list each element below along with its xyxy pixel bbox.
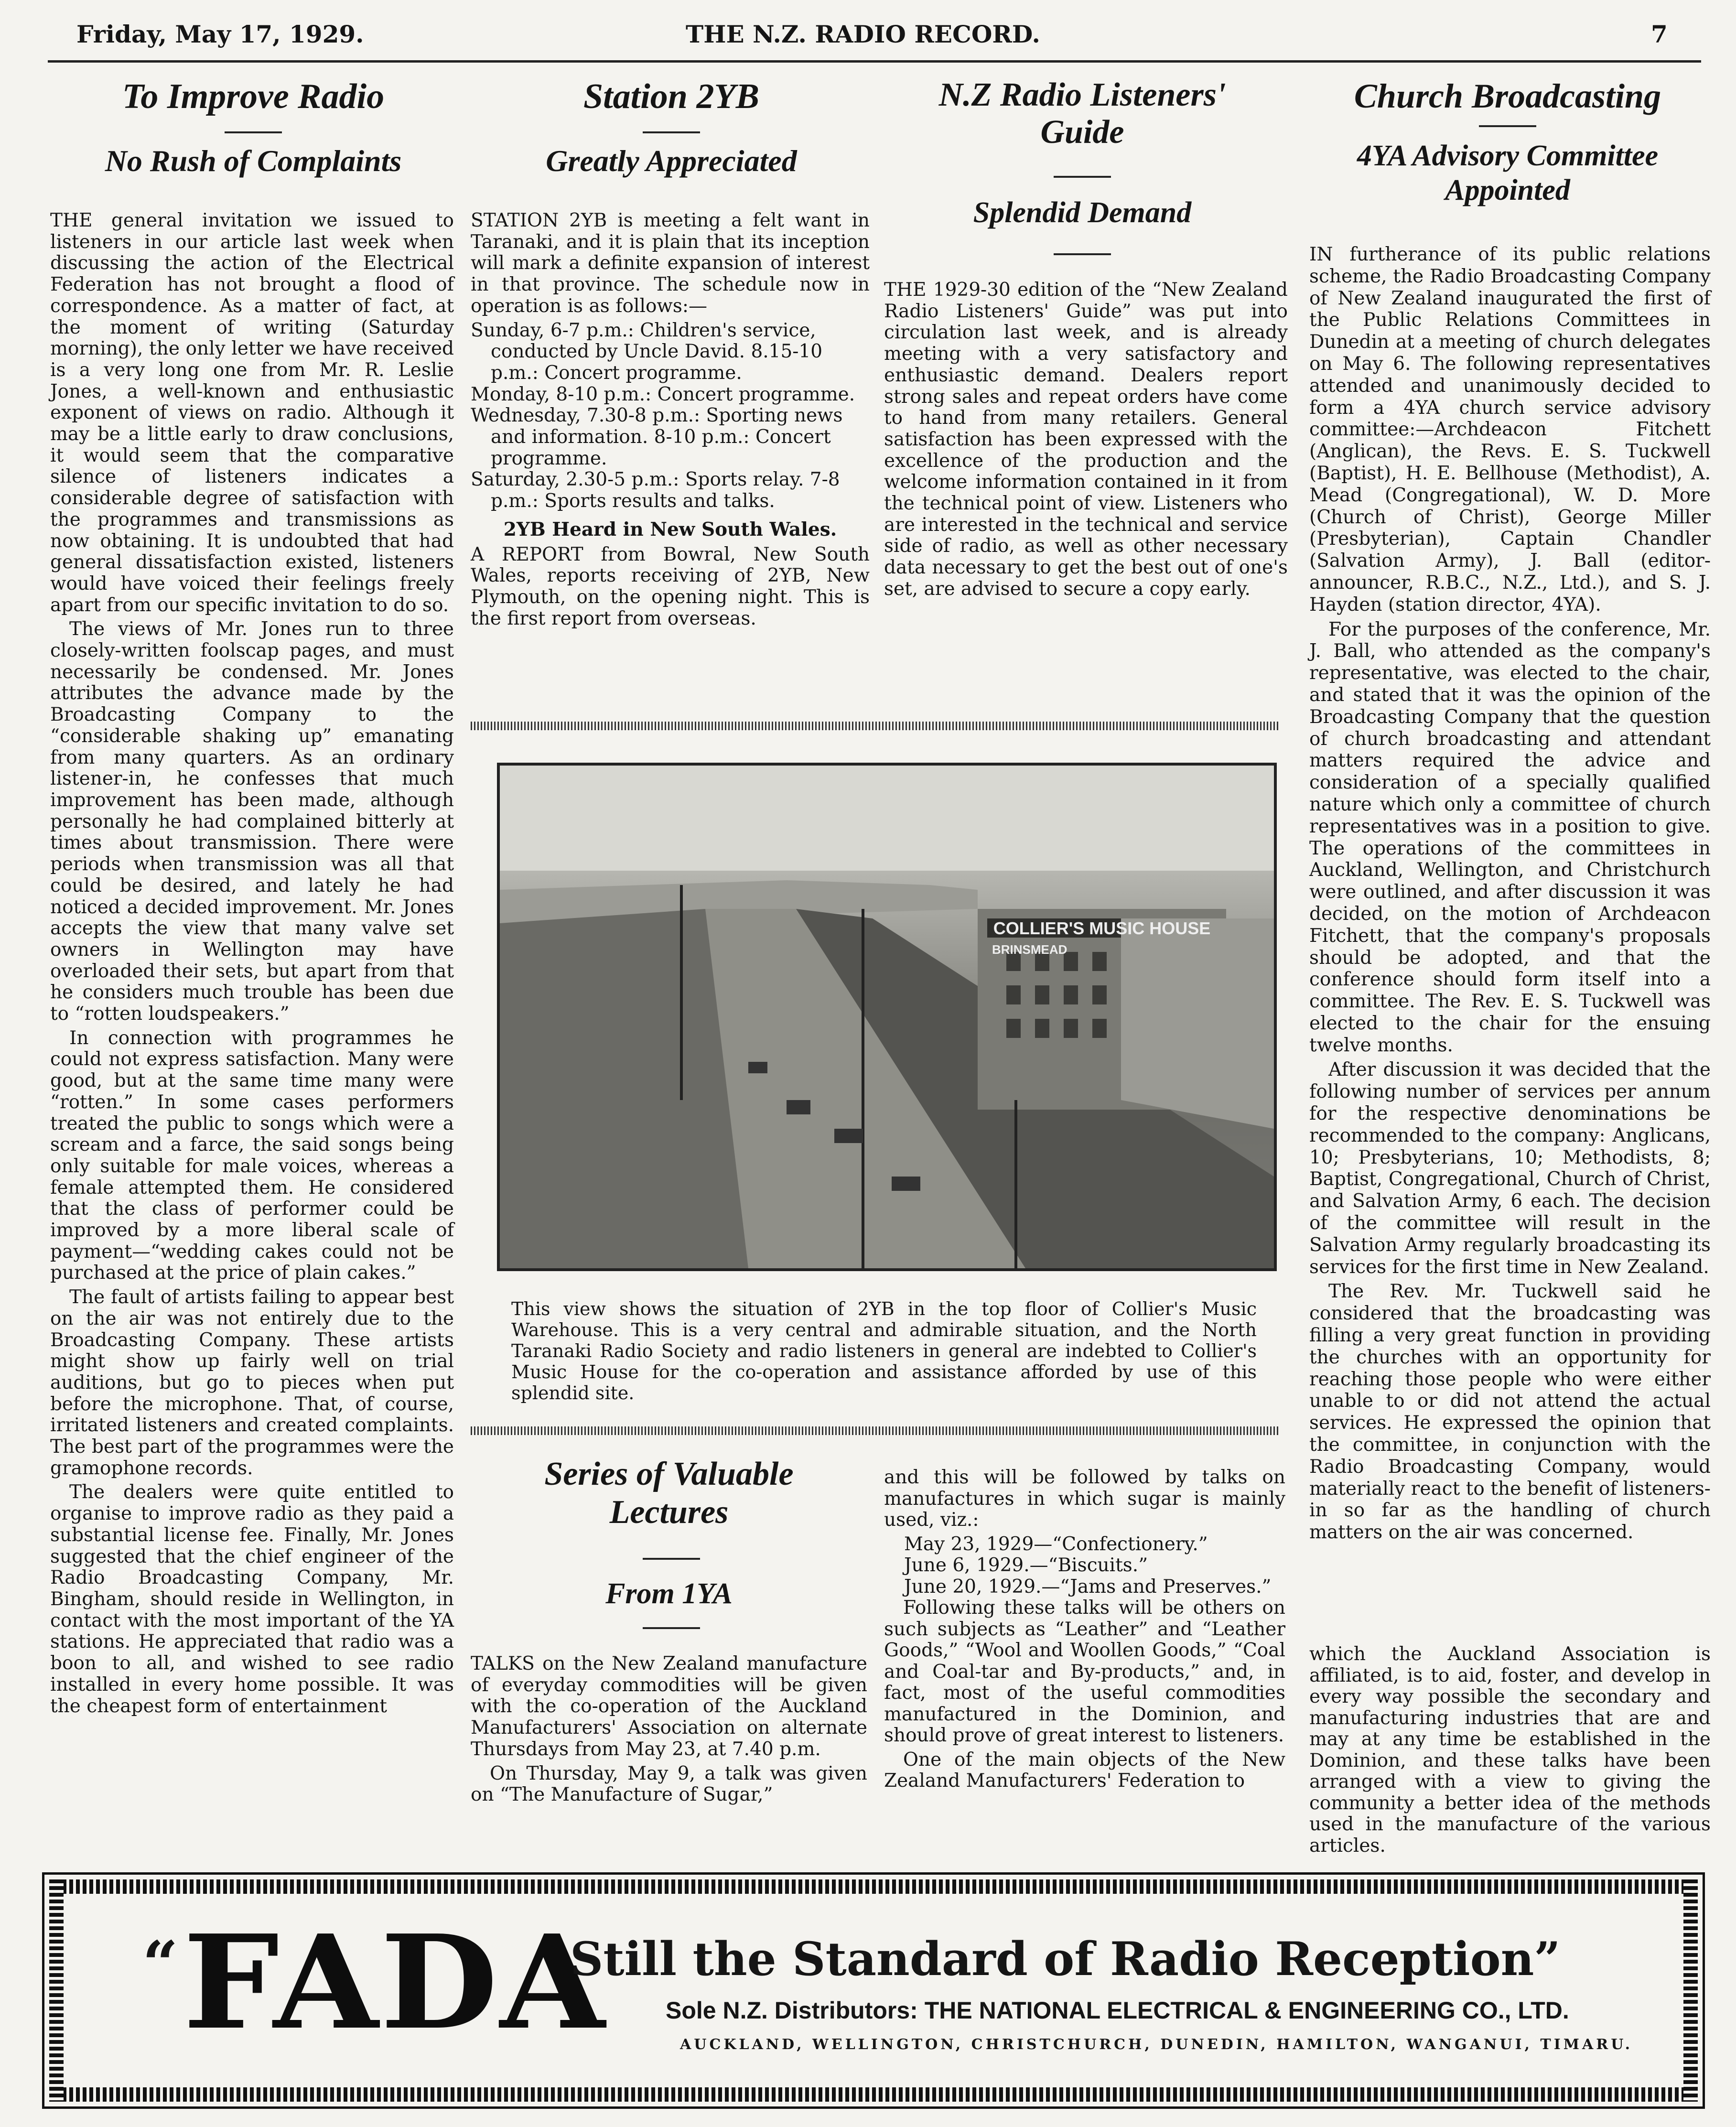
col3-headline xyxy=(879,76,1285,151)
col1-paragraph: THE general invitation we issued to listeners in our article last week when discussing the action of the Electrical Federation has not brought a flood of correspondence. As a matter of fact, at the moment of writing (Saturday morning), the only letter we have received is a very long one from Mr. R. Leslie Jones, a well-known and enthusiastic exponent of views on radio. Although it may be a little early to draw conclusions, it would seem that the comparative silence of listeners indicates a considerable degree of satisfaction with the programmes and transmissions as now obtaining. It is undoubted that had general dissatisfaction existed, listeners would have voiced their feelings freely apart from our specific invitation to do so. xyxy=(50,210,454,616)
col2-nsw-head: 2YB Heard in New South Wales. xyxy=(503,518,837,540)
lectures-text-c: and this will be followed by talks on manufactures in which sugar is mainly used, viz.: xyxy=(884,1467,1285,1531)
col3-rule xyxy=(1054,176,1111,178)
photo-illustration xyxy=(500,766,1274,1268)
lectures-list-item: June 6, 1929.—“Biscuits.” xyxy=(904,1555,1148,1576)
col1-paragraph: The dealers were quite entitled to organise to improve radio as they paid a substantial license fee. Finally, Mr. Jones suggested that the chief engineer of the Radio Broadcasting Company, Mr. Bingham, should reside in Wellington, in contact with the most important of the YA stations. He appreciated that radio was a boon to all, and wished to see radio installed in every home possible. It was the cheapest form of entertainment xyxy=(50,1481,454,1717)
col3-rule-2 xyxy=(1054,253,1111,255)
col2-schedule xyxy=(471,320,870,512)
col1-rule xyxy=(225,131,282,133)
col4-rule xyxy=(1479,125,1536,127)
col3-text: THE 1929-30 edition of the “New Zealand Radio Listeners' Guide” was put into circulation last week, and is already meeting with a very satisfactory and enthusiastic demand. Dealers report strong sales and repeat orders have come to hand from many retailers. General satisfaction has been expressed with the excellence of the production and the welcome information contained in it from the technical point of view. Listeners who are interested in the technical and service side of radio, as well as other necessary data necessary to get the best out of one's set, are advised to secure a copy early. xyxy=(884,279,1288,600)
fada-advertisement xyxy=(42,1872,1705,2109)
lectures-text-e: One of the main objects of the New Zealand Manufacturers' Federation to xyxy=(884,1749,1285,1792)
divider-rule xyxy=(471,1426,1278,1435)
lectures-headline-line1: Series of Valuable xyxy=(544,1456,794,1492)
col1-headline: To Improve Radio xyxy=(122,77,385,116)
col4-subhead xyxy=(1309,139,1706,207)
schedule-item: Monday, 8-10 p.m.: Concert programme. xyxy=(471,383,855,405)
col1-article xyxy=(50,210,454,1720)
col3-headline-line1: N.Z Radio Listeners' xyxy=(938,76,1226,113)
lectures-list-item: June 20, 1929.—“Jams and Preserves.” xyxy=(904,1576,1272,1598)
col4-paragraph: The Rev. Mr. Tuckwell said he considered that the broadcasting was filling a very great function in providing the churches with an opportunity for reaching those people who were either unable to or did not attend the actual services. He expressed the opinion that the committee, in conjunction with the Radio Broadcasting Company, would materially react to the benefit of listeners-in so far as the handling of church matters on the air was concerned. xyxy=(1309,1281,1711,1544)
lectures-text-f: which the Auckland Association is affiliated, is to aid, foster, and develop in every way possible the secondary and manufacturing industries that are and may at any time be established in the Dominion, and these talks have been arranged with a view to giving the community a better idea of the methods used in the manufacture of the various articles. xyxy=(1309,1643,1711,1857)
lectures-text-d: Following these talks will be others on such subjects as “Leather” and “Leather Goods,” “Wool and Woollen Goods,” “Coal and Coal-tar and By-products,” and, in fact, most of the useful commodities manufactured in the Dominion, and should prove of great interest to listeners. xyxy=(884,1597,1285,1746)
col2-article xyxy=(471,210,870,632)
col4-article xyxy=(1309,244,1711,1546)
ad-slogan: Still the Standard of Radio Reception” xyxy=(570,1932,1561,1986)
col4-paragraph: After discussion it was decided that the following number of services per annum for the respective denominations be recommended to the company: Anglicans, 10; Presbyterians, 10; Methodists, 8; Baptist, Congregational, Church of Christ, and Salvation Army, 6 each. The decision of the committee will result in the Salvation Army regularly broadcasting its services for the first time in New Zealand. xyxy=(1309,1059,1711,1278)
ad-border-right xyxy=(1683,1879,1698,2102)
lectures-rule xyxy=(643,1558,700,1560)
col3-subhead: Splendid Demand xyxy=(973,196,1192,229)
lectures-headline xyxy=(471,1455,867,1532)
col3-article xyxy=(884,280,1288,603)
col1-paragraph: The views of Mr. Jones run to three closely-written foolscap pages, and must necessarily be condensed. Mr. Jones attributes the advance made by the Broadcasting Company to the “considerable shaking up” emanating from many quarters. As an ordinary listener-in, he confesses that much improvement has been made, although personally he had complained bitterly at times about transmission. There were periods when transmission was all that could be desired, and lately he had noticed a decided improvement. Mr. Jones accepts the view that many valve set owners in Wellington may have overloaded their sets, but apart from that he considers much trouble has been due to “rotten loudspeakers.” xyxy=(50,618,454,1025)
col1-paragraph: The fault of artists failing to appear best on the air was not entirely due to the Broadcasting Company. These artists might show up fairly well on trial auditions, but go to pieces when put before the microphone. That, of course, irritated listeners and created complaints. The best part of the programmes were the gramophone records. xyxy=(50,1286,454,1479)
col2-nsw-text: A REPORT from Bowral, New South Wales, reports receiving of 2YB, New Plymouth, on the opening night. This is the first report from overseas. xyxy=(471,543,870,629)
ad-border-top xyxy=(49,1879,1698,1894)
page-number: 7 xyxy=(1651,20,1668,48)
photograph-2yb-street-view xyxy=(497,763,1277,1271)
col4-paragraph: IN furtherance of its public relations scheme, the Radio Broadcasting Company of New Zealand inaugurated the first of the Public Relations Committees in Dunedin at a meeting of church delegates on May 6. The following representatives attended and unanimously decided to form a 4YA church service advisory committee:—Archdeacon Fitchett (Anglican), the Revs. E. S. Tuckwell (Baptist), H. E. Bellhouse (Methodist), A. Mead (Congregational), W. D. More (Church of Christ), George Miller (Presbyterian), Captain Chandler (Salvation Army), J. Ball (editor-announcer, R.B.C., N.Z., Ltd.), and S. J. Hayden (station director, 4YA). xyxy=(1309,244,1711,615)
lectures-subhead: From 1YA xyxy=(605,1577,733,1610)
photo-sign: COLLIER'S MUSIC HOUSE xyxy=(993,918,1211,938)
col4-subhead-line2: Appointed xyxy=(1445,174,1570,206)
col4-subhead-line1: 4YA Advisory Committee xyxy=(1357,140,1659,172)
ad-brand: FADA xyxy=(183,1906,607,2058)
schedule-item: Sunday, 6-7 p.m.: Children's service, conducted by Uncle David. 8.15-10 p.m.: Concert programme. xyxy=(471,319,823,384)
ad-open-quote: “ xyxy=(142,1927,178,2000)
col4-headline: Church Broadcasting xyxy=(1354,77,1661,115)
lectures-text-b: On Thursday, May 9, a talk was given on “The Manufacture of Sugar,” xyxy=(471,1762,867,1806)
col1-subhead: No Rush of Complaints xyxy=(105,144,402,178)
ad-distributor: Sole N.Z. Distributors: THE NATIONAL ELECTRICAL & ENGINEERING CO., LTD. xyxy=(666,1997,1569,2024)
lectures-text-a: TALKS on the New Zealand manufacture of everyday commodities will be given with the co-operation of the Auckland Manufacturers' Association on alternate Thursdays from May 23, at 7.40 p.m. xyxy=(471,1653,867,1760)
lectures-list-item: May 23, 1929—“Confectionery.” xyxy=(904,1533,1208,1555)
ad-border-bottom xyxy=(49,2087,1698,2102)
header-date: Friday, May 17, 1929. xyxy=(76,20,364,48)
lectures-col-b xyxy=(884,1467,1285,1795)
photo-sign-sub: BRINSMEAD xyxy=(992,942,1067,957)
col2-intro: STATION 2YB is meeting a felt want in Taranaki, and it is plain that its inception will mark a definite expansion of interest in that province. The schedule now in operation is as follows:— xyxy=(471,210,870,317)
col4-paragraph: For the purposes of the conference, Mr. J. Ball, who attended as the company's representative, was elected to the chair, and stated that it was the opinion of the Broadcasting Company that the question of church broadcasting and attendant matters required the advice and consideration of a specially qualified nature which only a committee of church representatives was in a position to give. The operations of the committees in Auckland, Wellington, and Christchurch were outlined, and after discussion it was decided, on the motion of Archdeacon Fitchett, that the company's proposals should be adopted, and that the conference should form itself into a committee. The Rev. E. S. Tuckwell was elected to the chair for the ensuing twelve months. xyxy=(1309,618,1711,1056)
ad-cities: AUCKLAND, WELLINGTON, CHRISTCHURCH, DUNEDIN, HAMILTON, WANGANUI, TIMARU. xyxy=(680,2036,1633,2053)
schedule-item: Wednesday, 7.30-8 p.m.: Sporting news and information. 8-10 p.m.: Concert programme. xyxy=(471,405,843,469)
col3-headline-line2: Guide xyxy=(1040,114,1124,151)
col2-headline: Station 2YB xyxy=(583,77,760,116)
header-title: THE N.Z. RADIO RECORD. xyxy=(686,20,1040,48)
ad-border-left xyxy=(49,1879,64,2102)
header-rule xyxy=(48,60,1701,63)
lectures-rule-2 xyxy=(643,1627,700,1629)
lectures-col-c xyxy=(1309,1644,1711,1859)
schedule-item: Saturday, 2.30-5 p.m.: Sports relay. 7-8 p.m.: Sports results and talks. xyxy=(471,469,840,512)
photo-caption: This view shows the situation of 2YB in the top floor of Collier's Music Warehouse. This is a very central and admirable situation, and the North Taranaki Radio Society and radio listeners in general are indebted to Collier's Music House for the co-operation and assistance afforded by use of this splendid site. xyxy=(511,1298,1257,1404)
lectures-headline-line2: Lectures xyxy=(609,1494,729,1531)
col2-rule xyxy=(643,131,700,133)
divider-rule xyxy=(471,722,1278,730)
lectures-list xyxy=(904,1534,1285,1598)
col1-paragraph: In connection with programmes he could not express satisfaction. Many were good, but at the same time many were “rotten.” In some cases performers treated the public to songs which were a scream and a farce, the said songs being only suitable for male voices, whereas a female attempted them. He considered that the class of performer could be improved by a more liberal scale of payment—“wedding cakes could not be purchased at the price of plain cakes.” xyxy=(50,1027,454,1284)
col2-subhead: Greatly Appreciated xyxy=(546,144,797,178)
lectures-col-a xyxy=(471,1653,867,1809)
